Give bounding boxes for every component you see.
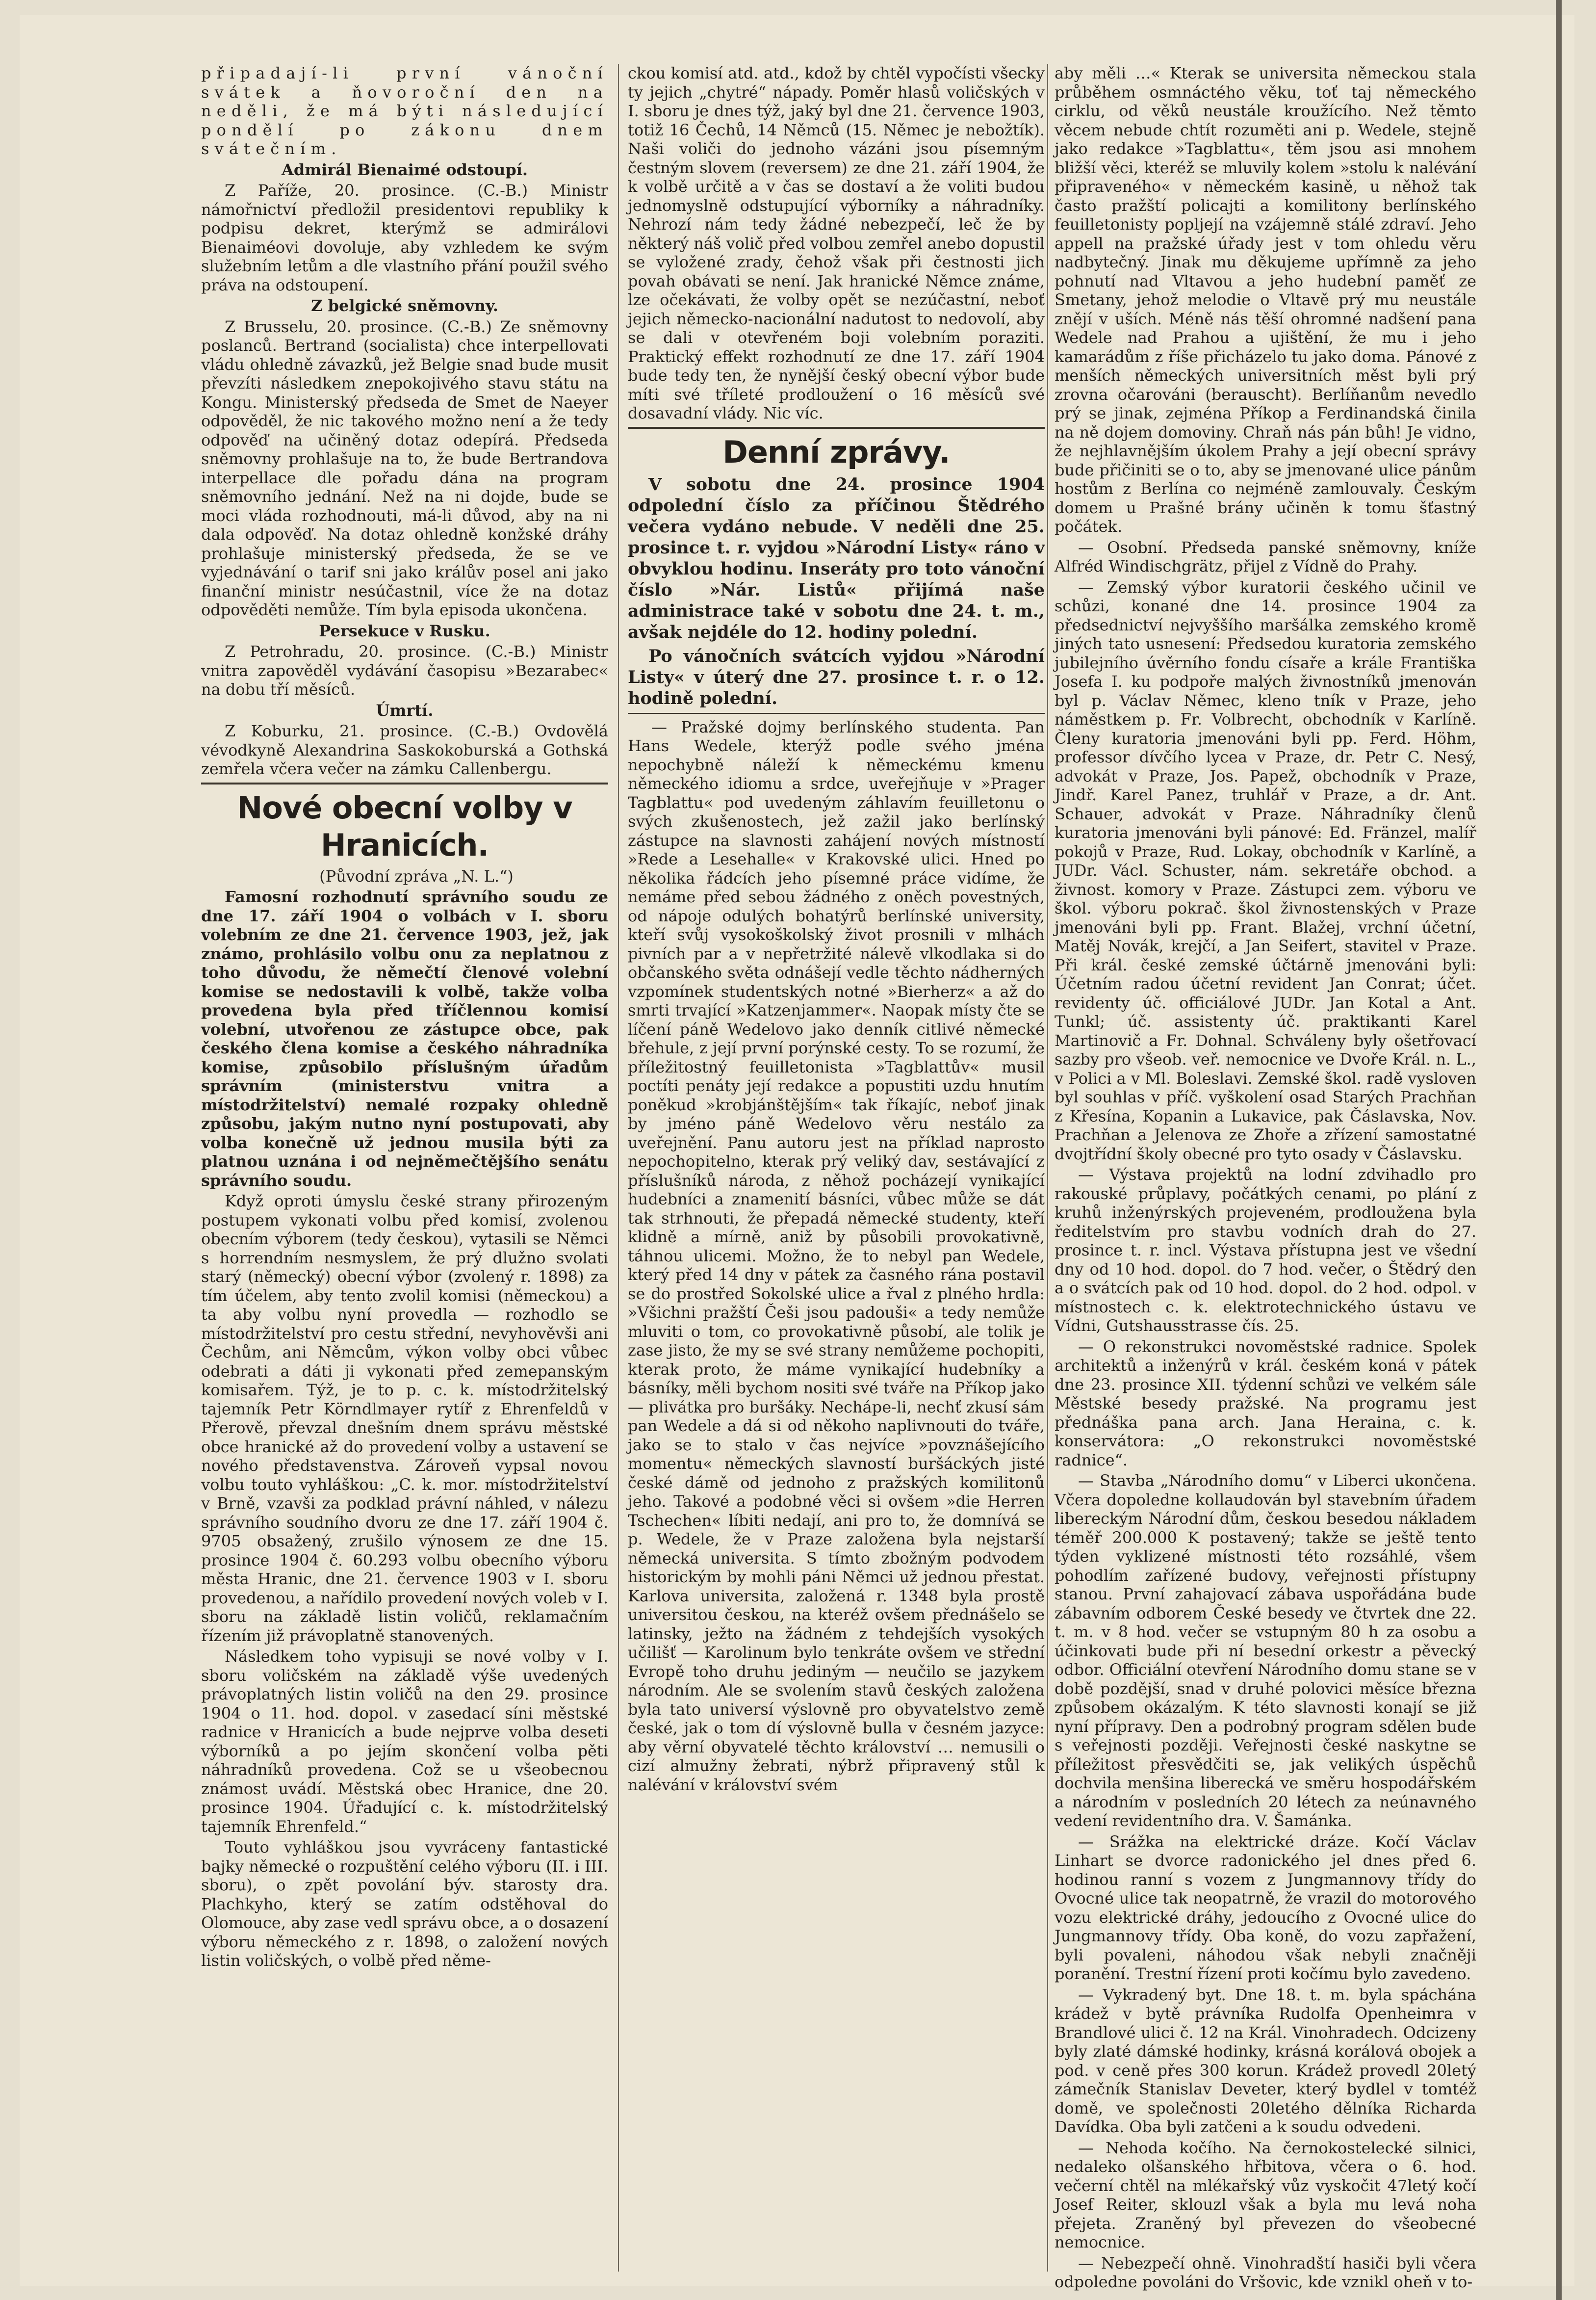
- column-divider: [618, 64, 619, 2272]
- main-article-paragraph: Následkem toho vypisuji se nové volby v I. sboru voličském na základě výše uvedených právoplatných listin voličů na den 29. prosince 1904 o 11. hod. dopol. v zasedací síni městské radnice v Hranicích a bude nejprve volba deseti výborníků a po jejím skončení volba pěti náhradníků provedena. Což se u všeobecnou známost uvádí. Městská obec Hranice, dne 20. prosince 1904. Úřadující c. k. místodržitelský tajemník Ehrenfeld.“: [201, 1647, 608, 1836]
- article-heading: Persekuce v Rusku.: [319, 621, 490, 640]
- news-item: — Vykradený byt. Dne 18. t. m. byla spáchána krádež v bytě právníka Rudolfa Openheimra v Brandlové ulici č. 12 na Král. Vinohradech. Odcizeny byly zlaté dámské hodinky, krásná korálová obojek a pod. v ceně přes 300 korun. Krádež provedl 20letý zámečník Stanislav Deveter, který bydlel v tomtéž domě, ve společnosti 20letého dělníka Richarda Davídka. Oba byli zatčeni a k soudu odvedeni.: [1055, 1985, 1476, 2136]
- newspaper-page: [20, 15, 1574, 2291]
- news-item: — Stavba „Národního domu“ v Liberci ukončena. Včera dopoledne kollaudován byl stavebním úřadem libereckým Národní dům, českou besedou nákladem téměř 200.000 K postavený; takže se ještě tento týden vyklizené místnosti této rozsáhlé, všem pohodlím zařízené budovy, veřejnosti přístupny stanou. První zahajovací zábava uspořádána bude zábavním odborem České besedy ve čtvrtek dne 22. t. m. v 8 hod. večer se vstupným 80 h za osobu a účinkovati bude při ní besední orkestr a pěvecký odbor. Officiální otevření Národního domu stane se v době pozdější, snad v druhé polovici měsíce března způsobem okázalým. K této slavnosti konají se již nyní přípravy. Den a podrobný program sdělen bude s veřejnosti později. Veřejnosti české naskytne se příležitost přesvědčiti se, jak velikých úspěchů dochvila menšina liberecká ve směru hospodářském a národním v posledních 20 létech za neúnavného vedení revidentního dra. V. Šamánka.: [1055, 1471, 1476, 1830]
- article-heading: Admirál Bienaimé odstoupí.: [282, 160, 528, 179]
- publication-notice: [628, 474, 1045, 709]
- section-headline: Denní zprávy.: [722, 434, 950, 470]
- column-2: [628, 64, 1045, 2272]
- article-body: Z Koburku, 21. prosince. (C.-B.) Ovdovělá vévodkyně Alexandrina Saskokoburská a Gothská zemřela včera večer na zámku Callenbergu.: [201, 722, 608, 778]
- main-article-headline: Nové obecní volby v Hranicích.: [237, 789, 572, 863]
- column-3: [1055, 64, 1476, 2291]
- news-item: — Osobní. Předseda panské sněmovny, kníže Alfréd Windischgrätz, přijel z Vídně do Prahy.: [1055, 538, 1476, 575]
- binding-edge: [1556, 0, 1562, 2300]
- intro-text: připadají-li první vánoční svátek a ňovoroční den na neděli, že má býti následující pondělí po zákonu dnem svátečním.: [201, 64, 608, 158]
- article-heading: Úmrtí.: [376, 701, 434, 720]
- main-article-paragraph: Když oproti úmyslu české strany přirozeným postupem vykonati volbu před komisí, zvolenou obecním výborem (tedy českou), vytasili se Němci s horrendním nesmyslem, že prý dlužno svolati starý (německý) obecní výbor (zvolený r. 1898) za tím účelem, aby tento zvolil komisi (německou) a ta aby volbu nyní provedla — rozhodlo se místodržitelství pro cestu střední, nevyhověvši ani Čechům, ani Němcům, výkon volby obci vůbec odebrati a dáti ji vykonati před zemepanským komisařem. Týž, je to p. c. k. místodržitelský tajemník Petr Körndlmayer rytíř z Ehrenfeldů v Přerově, převzal dnešním dnem správu městské obce hranické až do provedení volby a ustavení se nového představenstva. Zároveň vypsal novou volbu touto vyhláškou: „C. k. mor. místodržitelství v Brně, vzavši za podklad právní náhled, v nálezu správního soudního dvoru ze dne 17. září 1904 č. 9705 obsažený, zrušilo výnosem ze dne 15. prosince 1904 č. 60.293 volbu obecního výboru města Hranic, dne 21. července 1903 v I. sboru provedenou, a nařídilo provedení nových voleb v I. sboru na základě listin voličů, reklamačním řízením již právoplatně stanovených.: [201, 1192, 608, 1645]
- article-continuation: ckou komisí atd. atd., kdož by chtěl vypočísti všecky ty jejich „chytré“ nápady. Poměr hlasů voličských v I. sboru je dnes týž, jaký byl dne 21. července 1903, totiž 16 Čechů, 14 Němců (15. Němec je nebožtík). Naši voliči do jednoho vázáni jsou písemným čestným slovem (reversem) ze dne 21. září 1904, že k volbě určitě a v čas se dostaví a že voliti budou jednomyslně odstupující výborníky a náhradníky. Nehrozí nám tedy žádné nebezpečí, leč že by některý náš volič před volbou zemřel anebo dopustil se vyložené zrady, čehož však při čestnosti jich povah obávati se není. Jak hranické Němce známe, lze očekávati, že volby opět se nezúčastní, neboť jejich německo-nacionální nadutost to nedovolí, aby se dali v otevřeném boji volebním poraziti. Praktický effekt rozhodnutí ze dne 17. září 1904 bude tedy ten, že nynější český obecní výbor bude míti své tříleté prodloužení o 16 měsíců své dosavadní vlády. Nic víc.: [628, 64, 1045, 422]
- main-article-paragraph: Famosní rozhodnutí správního soudu ze dne 17. září 1904 o volbách v I. sboru volebním ze dne 21. července 1903, jež, jak známo, prohlásilo volbu onu za neplatnou z toho důvodu, že němečtí členové volební komise se nedostavili k volbě, takže volba provedena byla před tříčlennou komisí volební, utvořenou ze zástupce obce, pak českého člena komise a českého náhradníka komise, způsobilo příslušným úřadům správním (ministerstvu vnitra a místodržitelství) nemalé rozpaky ohledně způsobu, jakým nutno nyní postupovati, aby volba konečně už jednou musila býti za platnou uznána i od nejněmečtějšího senátu správního soudu.: [201, 888, 608, 1190]
- article-body: Z Paříže, 20. prosince. (C.-B.) Ministr námořnictví předložil presidentovi republiky k podpisu dekret, kterýmž se admirálovi Bienaiméovi dovoluje, aby vzhledem ke svým služebním letům a dle vlastního přání použil svého práva na odstoupení.: [201, 181, 608, 294]
- article-continuation: aby měli …« Kterak se universita německou stala průběhem osmnáctého věku, toť taj německého cirklu, od věků neustále kroužícího. Než těmto věcem nebude chtít rozuměti ani p. Wedele, stejně jako redakce »Tagblattu«, těm jsou asi mnohem bližší věci, kteréž se mluvily kolem »stolu k nalévání připraveného« v německém kasině, u něhož tak často pražští policajti a komilitony berlínského feuilletonisty popljejí na vzájemně stálé zdraví. Jeho appell na pražské úřady jest v tom ohledu věru nadbytečný. Jinak mu děkujeme upřímně za jeho pohnutí nad Vltavou a jeho hudební paměť ze Smetany, jehož melodie o Vltavě prý mu neustále znějí v uších. Méně nás těší ohromné nadšení pana Wedele nad Prahou a ujištění, že mu i jeho kamarádům z říše přicházelo tu jako doma. Pánové z menších německých universitních měst byli prý zrovna očarováni (berauscht). Berlíňanům nevedlo prý se jinak, zejména Příkop a Ferdinandská činila na ně dojem domoviny. Chraň nás pán bůh! Je vidno, že nejhlavnějším úkolem Prahy a její obecní správy bude přičiniti se o to, aby se jmenované ulice pánům hostům z Berlína co nejméně zamlouvaly. Českým domem u Prašné brány učiněn k tomu šťastný počátek.: [1055, 64, 1476, 536]
- article-body: Z Petrohradu, 20. prosince. (C.-B.) Ministr vnitra zapověděl vydávání časopisu »Bezarabec« na dobu tří měsíců.: [201, 642, 608, 699]
- article-heading: Z belgické sněmovny.: [311, 296, 498, 315]
- news-item: — Zemský výbor kuratorii českého učinil ve schůzi, konané dne 14. prosince 1904 za předsednictví nejvyššího maršálka zemského kromě jiných tato usnesení: Předsedou kuratoria zemského jubilejního úvěrního fondu císaře a krále Františka Josefa I. ku podpoře malých živnostníků jmenován byl p. Václav Němec, kleno tník v Praze, jeho náměstkem p. Fr. Volbrecht, obchodník v Karlíně. Členy kuratoria jmenováni byli pp. Ferd. Höhm, professor dívčího lycea v Praze, dr. Petr C. Nesý, advokát v Praze, Jos. Papež, obchodník v Praze, Jindř. Karel Panez, truhlář v Praze, a dr. Ant. Schauer, advokát v Praze. Náhradníky členů kuratoria jmenováni byli pánové: Ed. Fränzel, malíř pokojů v Praze, Rud. Lokay, obchodník v Karlíně, a JUDr. Václ. Schuster, nám. sekretáře obchod. a živnost. komory v Praze. Zástupci zem. výboru ve škol. výboru pokrač. škol živnostenských v Praze jmenováni byli pp. Frant. Blažej, vrchní účetní, Matěj Novák, krejčí, a Jan Seifert, stavitel v Praze. Při král. české zemské účtárně jmenováni byli: Účetním radou účetní revident Jan Conrat; účet. revidenty úč. officiálové JUDr. Jan Kotal a Ant. Tunkl; úč. assistenty úč. praktikanti Karel Martinovič a Fr. Dohnal. Schváleny byly ošetřovací sazby pro všeob. veř. nemocnice ve Dvoře Král. n. L., v Polici a v Ml. Boleslavi. Zemské škol. radě vysloven byl souhlas v příč. vyškolení osad Starých Prachňan z Křesína, Kopanin a Lukavice, pak Čáslavska, Nov. Prachňan a Jelenova ze Zhoře a zřízení samostatné dvojtřídní školy obecné pro tyto osady v Čáslavsku.: [1055, 577, 1476, 1163]
- section-rule: [628, 713, 1045, 714]
- column-divider: [1047, 64, 1048, 2272]
- section-rule: [201, 783, 608, 784]
- column-1: [201, 64, 608, 2272]
- section-rule: [628, 427, 1045, 429]
- notice-paragraph: Po vánočních svátcích vyjdou »Národní Listy« v úterý dne 27. prosince t. r. o 12. hodině polední.: [628, 646, 1045, 708]
- news-item: — Výstava projektů na lodní zdvihadlo pro rakouské průplavy, počátkých cenami, po plání z kruhů inženýrských projeveném, prodloužena byla ředitelstvím pro stavbu vodních drah do 27. prosince t. r. incl. Výstava přístupna jest ve všední dny od 10 hod. dopol. do 7 hod. večer, o Štědrý den a o svátcích pak od 10 hod. dopol. do 2 hod. odpol. v místnostech c. k. elektrotechnického ústavu ve Vídni, Gutshausstrasse čís. 25.: [1055, 1165, 1476, 1335]
- news-item: — Nebezpečí ohně. Vinohradští hasiči byli včera odpoledne povoláni do Vršovic, kde vznikl oheň v to-: [1055, 2253, 1476, 2291]
- news-item: — O rekonstrukci novoměstské radnice. Spolek architektů a inženýrů v král. českém koná v pátek dne 23. prosince XII. týdenní schůzi ve velkém sále Městské besedy pražské. Na programu jest přednáška pana arch. Jana Heraina, c. k. konservátora: „O rekonstrukci novoměstské radnice“.: [1055, 1337, 1476, 1469]
- notice-paragraph: V sobotu dne 24. prosince 1904 odpolední číslo za příčinou Štědrého večera vydáno nebude. V neděli dne 25. prosince t. r. vyjdou »Národní Listy« ráno v obvyklou hodinu. Inseráty pro toto vánoční číslo »Nár. Listů« přijímá naše administrace také v sobotu dne 24. t. m., avšak nejdéle do 12. hodiny polední.: [628, 474, 1045, 642]
- news-item: — Pražské dojmy berlínského studenta. Pan Hans Wedele, kterýž podle svého jména nepochybně náleží k německému kmenu německého idiomu a srdce, uveřejňuje v »Prager Tagblattu« pod uvedeným záhlavím feuilletonu o svých zkušenostech, jež zažil jako berlínský zástupce na slavnosti zahájení nových místností »Rede a Lesehalle« v Krakovské ulici. Hned po několika řádcích jeho písemné práce vidíme, že nemáme před sebou žádného z oněch povestných, od nápoje odulých bohatýrů berlínské university, kteří svůj vysokoškolský život prosnili v mlhách pivních par a v nepřetržité nálevě vlkodlaka si do občanského světa odnášejí vedle těchto nádherných vzpomínek studentských notné »Bierherz« a až do smrti trvající »Katzenjammer«. Naopak místy čte se líčení páně Wedelovo jako denník citlivé německé břehule, z její první porýnské cesty. To se rozumí, že příležitostný feuilletonista »Tagblattův« musil poctíti penáty její redakce a popustiti uzdu hnutím poněkud »krobjánštějším« tak říkajíc, neboť jinak by jméno páně Wedelovo věru nestálo za uveřejnění. Panu autoru jest na příklad naprosto nepochopitelno, kterak prý veliký dav, sestávající z příslušníků národa, z něhož pocházejí vynikající hudebníci a znamenití básníci, vůbec může se dát tak strhnouti, že přepadá německé studenty, kteří klidně a mírně, aniž by působili provokativně, táhnou ulicemi. Možno, že to nebyl pan Wedele, který před 14 dny v pátek za časného rána postavil se do prostřed Sokolské ulice a řval z plného hrdla: »Všichni pražští Češi jsou padouši« a tedy nemůže mluviti o tom, co provokativně působí, ale tolik je zase jisto, že my se své strany nemůžeme pochopiti, kterak proto, že máme vynikající hudebníky a básníky, měli bychom nositi své tváře na Příkop jako — plivátka pro buršáky. Nechápe-li, nechť zkusí sám pan Wedele a dá si od někoho naplivnouti do tváře, jako se to stalo v čas nejvíce »povznášejícího momentu« německých slavností buršáckých jisté české dámě od jednoho z pražských komilitonů jeho. Takové a podobné věci si ovšem »die Herren Tschechen« líbiti nedají, ani pro to, že domnívá se p. Wedele, že v Praze založena byla nejstarší německá universita. S tímto zbožným podvodem historickým by mohli páni Němci už jednou přestat. Karlova universita, založená r. 1348 byla prostě universitou českou, na kteréž ovšem přednášelo se latinsky, ježto na žádném z tehdejších vysokých učilišť — Karolinum bylo tenkráte ovšem ve střední Evropě toho druhu jediným — neučilo se jazykem národním. Ale se svolením stavů českých založena byla tato universí výslovně pro obyvatelstvo země české, jak o tom dí výslovně bulla v česném jazyce: aby věrní obyvatelé těchto království … nemusili o cizí almužny žebrati, nýbrž připravený stůl k nalévání v království svém: [628, 717, 1045, 1794]
- article-body: Z Brusselu, 20. prosince. (C.-B.) Ze sněmovny poslanců. Bertrand (socialista) chce interpellovati vládu ohledně závazků, jež Belgie snad bude musit převzíti následkem znepokojivého stavu státu na Kongu. Ministerský předseda de Smet de Naeyer odpověděl, že nic takového možno není a že tedy odpověď na učiněný dotaz odepírá. Předseda sněmovny prohlašuje na to, že bude Bertrandova interpellace dle pořadu dána na program sněmovního jednání. Než na ni dojde, bude se moci vláda rozhodnouti, má-li důvod, aby na ni dala odpověď. Na dotaz ohledně konžské dráhy prohlašuje ministerský předseda, že se ve vyjednávání o tarif sni jako králův posel ani jako finanční ministr nesúčastnil, více že na dotaz odpověděti nemůže. Tím byla episoda ukončena.: [201, 317, 608, 619]
- main-article-byline: (Původní zpráva „N. L.“): [319, 866, 514, 886]
- news-item: — Nehoda kočího. Na černokostelecké silnici, nedaleko olšanského hřbitova, včera o 6. hod. večerní chtěl na mlékařský vůz vyskočit 47letý kočí Josef Reiter, sklouzl však a byla mu levá noha přejeta. Zraněný byl převezen do všeobecné nemocnice.: [1055, 2138, 1476, 2251]
- news-item: — Srážka na elektrické dráze. Kočí Václav Linhart se dvorce radonického jel dnes před 6. hodinou ranní s vozem z Jungmannovy třídy do Ovocné ulice tak neopatrně, že vrazil do motorového vozu elektrické dráhy, jedoucího z Ovocné ulice do Jungmannovy třídy. Oba koně, do vozu zapřažení, byli povaleni, náhodou však nebyli značněji poranění. Trestní řízení proti kočímu bylo zavedeno.: [1055, 1832, 1476, 1983]
- main-article-paragraph: Touto vyhláškou jsou vyvráceny fantastické bajky německé o rozpuštění celého výboru (II. i III. sboru), o zpět povolání býv. starosty dra. Plachkyho, který se zatím odstěhoval do Olomouce, aby zase vedl správu obce, a o dosazení výboru německého z r. 1898, o založení nových listin voličských, o volbě před něme-: [201, 1838, 608, 1970]
